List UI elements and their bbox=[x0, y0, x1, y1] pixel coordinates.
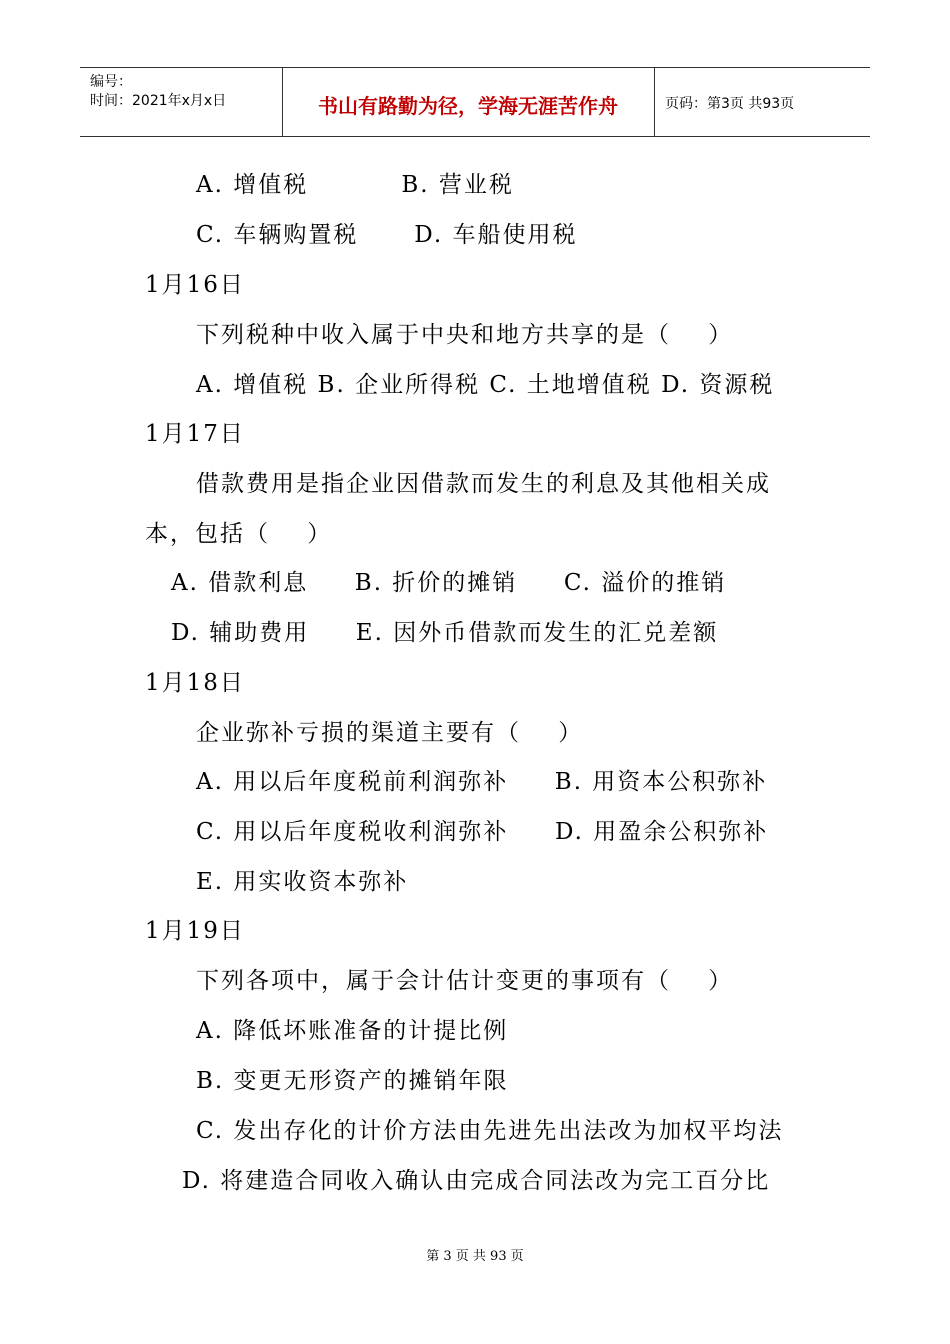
time-label: 时间：2021年x月x日 bbox=[90, 93, 227, 109]
option-line: A. 增值税 B. 企业所得税 C. 土地增值税 D. 资源税 bbox=[196, 372, 775, 398]
option-line: A. 降低坏账准备的计提比例 bbox=[196, 1018, 509, 1044]
question-text: 下列税种中收入属于中央和地方共享的是（ ） bbox=[196, 322, 734, 348]
option-line: E. 用实收资本弥补 bbox=[196, 869, 409, 895]
option-line: A. 用以后年度税前利润弥补 B. 用资本公积弥补 bbox=[196, 769, 768, 795]
option-line: D. 将建造合同收入确认由完成合同法改为完工百分比 bbox=[182, 1168, 771, 1194]
header-info-cell bbox=[80, 68, 283, 136]
option-line: B. 变更无形资产的摊销年限 bbox=[196, 1068, 509, 1094]
question-text: 本，包括（ ） bbox=[145, 521, 333, 547]
option-line: C. 发出存化的计价方法由先进先出法改为加权平均法 bbox=[196, 1118, 784, 1144]
date-heading: 1月18日 bbox=[145, 670, 245, 696]
option-line: C. 车辆购置税 D. 车船使用税 bbox=[196, 222, 578, 248]
question-text: 下列各项中，属于会计估计变更的事项有（ ） bbox=[196, 968, 734, 994]
page-header bbox=[80, 67, 870, 137]
option-line: A. 增值税 B. 营业税 bbox=[196, 172, 514, 198]
page-footer: 第 3 页 共 93 页 bbox=[426, 1249, 524, 1264]
option-line: C. 用以后年度税收利润弥补 D. 用盈余公积弥补 bbox=[196, 819, 769, 845]
header-page-cell bbox=[655, 68, 870, 136]
date-heading: 1月16日 bbox=[145, 272, 245, 298]
question-text: 借款费用是指企业因借款而发生的利息及其他相关成 bbox=[196, 471, 771, 497]
header-motto-cell bbox=[282, 68, 655, 136]
motto-text: 书山有路勤为径，学海无涯苦作舟 bbox=[318, 94, 618, 118]
option-line: A. 借款利息 B. 折价的摊销 C. 溢价的推销 bbox=[171, 570, 727, 596]
date-heading: 1月17日 bbox=[145, 421, 245, 447]
page-number-label: 页码：第3页 共93页 bbox=[665, 96, 795, 112]
serial-label: 编号： bbox=[90, 74, 132, 90]
option-line: D. 辅助费用 E. 因外币借款而发生的汇兑差额 bbox=[171, 620, 719, 646]
date-heading: 1月19日 bbox=[145, 918, 245, 944]
question-text: 企业弥补亏损的渠道主要有（ ） bbox=[196, 720, 584, 746]
